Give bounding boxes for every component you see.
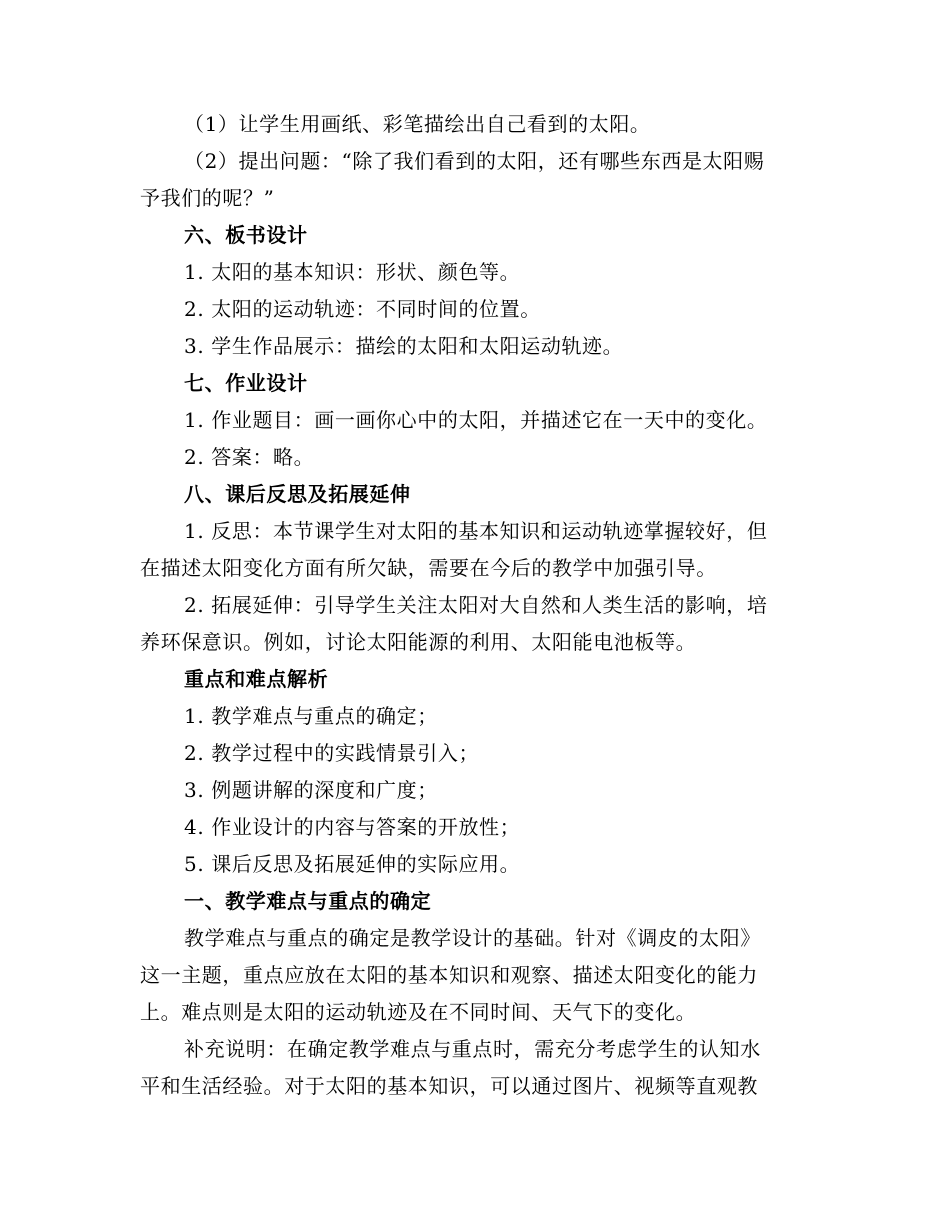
text-line: 1. 太阳的基本知识：形状、颜色等。 bbox=[184, 260, 521, 284]
text-line: 予我们的呢？” bbox=[140, 186, 275, 210]
text-line: 2. 答案：略。 bbox=[184, 445, 315, 469]
text-line: 3. 学生作品展示：描绘的太阳和太阳运动轨迹。 bbox=[184, 334, 624, 358]
text-line: 1. 作业题目：画一画你心中的太阳，并描述它在一天中的变化。 bbox=[184, 408, 768, 432]
section-heading: 七、作业设计 bbox=[184, 371, 308, 395]
text-line: 2. 太阳的运动轨迹：不同时间的位置。 bbox=[184, 297, 541, 321]
text-line: 2. 教学过程中的实践情景引入； bbox=[184, 741, 480, 765]
text-line: 在描述太阳变化方面有所欠缺，需要在今后的教学中加强引导。 bbox=[140, 556, 717, 580]
text-line: 3. 例题讲解的深度和广度； bbox=[184, 778, 438, 802]
text-line: 教学难点与重点的确定是教学设计的基础。针对《调皮的太阳》 bbox=[184, 926, 761, 950]
document-body bbox=[140, 106, 810, 1105]
section-heading: 一、教学难点与重点的确定 bbox=[184, 889, 432, 913]
text-line: 5. 课后反思及拓展延伸的实际应用。 bbox=[184, 852, 521, 876]
text-line: （2）提出问题：“除了我们看到的太阳，还有哪些东西是太阳赐 bbox=[184, 149, 765, 173]
text-line: 补充说明：在确定教学难点与重点时，需充分考虑学生的认知水 bbox=[184, 1037, 761, 1061]
text-line: 2. 拓展延伸：引导学生关注太阳对大自然和人类生活的影响，培 bbox=[184, 593, 768, 617]
text-line: 这一主题，重点应放在太阳的基本知识和观察、描述太阳变化的能力 bbox=[140, 963, 758, 987]
text-line: 养环保意识。例如，讨论太阳能源的利用、太阳能电池板等。 bbox=[140, 630, 697, 654]
text-line: 4. 作业设计的内容与答案的开放性； bbox=[184, 815, 521, 839]
text-line: 上。难点则是太阳的运动轨迹及在不同时间、天气下的变化。 bbox=[140, 1000, 697, 1024]
text-line: 1. 教学难点与重点的确定； bbox=[184, 704, 438, 728]
section-heading: 重点和难点解析 bbox=[184, 667, 329, 691]
text-line: 1. 反思：本节课学生对太阳的基本知识和运动轨迹掌握较好，但 bbox=[184, 519, 768, 543]
text-line: 平和生活经验。对于太阳的基本知识，可以通过图片、视频等直观教 bbox=[140, 1074, 758, 1098]
section-heading: 八、课后反思及拓展延伸 bbox=[184, 482, 411, 506]
text-line: （1）让学生用画纸、彩笔描绘出自己看到的太阳。 bbox=[184, 112, 651, 136]
section-heading: 六、板书设计 bbox=[184, 223, 308, 247]
